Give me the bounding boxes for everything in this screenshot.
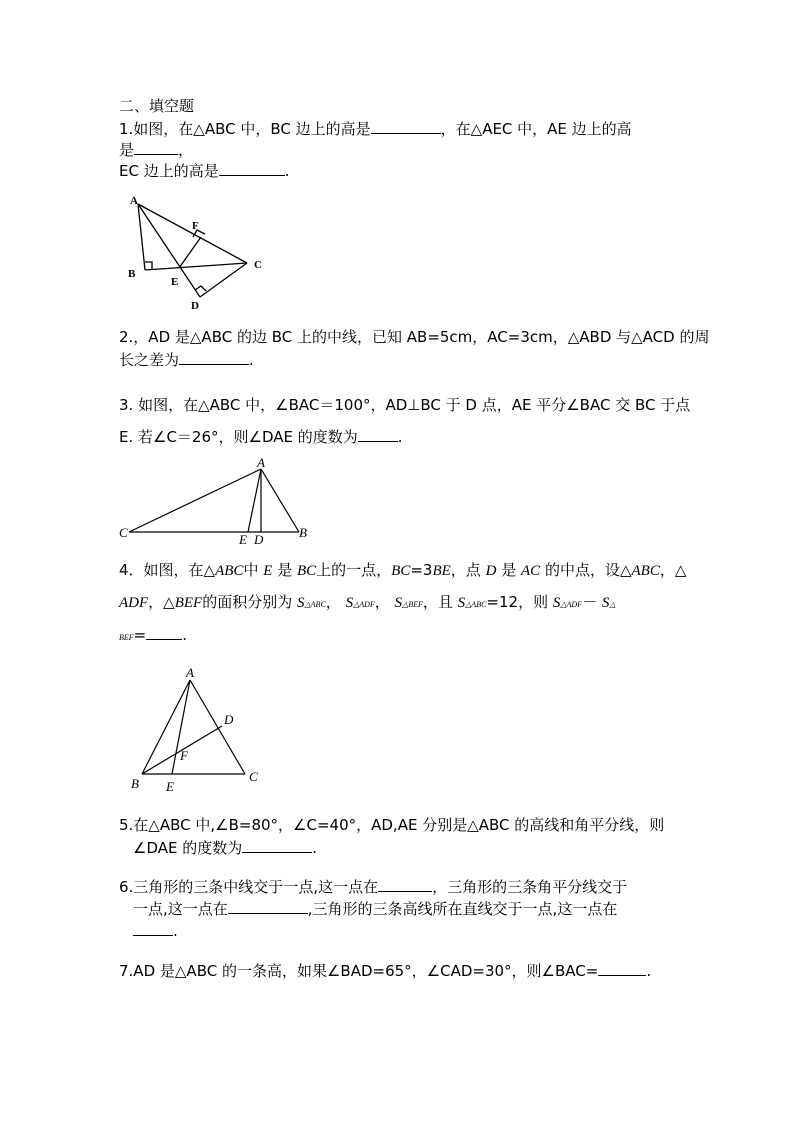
q1-figure [120,190,270,310]
q1-blank-1[interactable] [371,119,441,134]
q5-line-2 [133,838,317,857]
fig4-label-e: E [166,779,174,794]
q4-t16: ABC [631,563,660,579]
q4-line-1 [119,561,686,580]
q4-t30: △ABC [465,600,487,609]
q1-text-c: 是 [119,141,135,159]
q4-t17: ，△ [659,561,687,579]
q4-t33: △ADF [560,600,583,609]
q4-t20: BEF [174,595,203,611]
q6-blank-3[interactable] [133,921,173,936]
q4-line-2: ADF，△BEF的面积分别为 S△ABC， S△ADF， S△BEF，且 S△ABC=12，则 S△ADF－ S△ [119,593,616,611]
q6-line-2 [133,899,617,918]
q1-blank-3[interactable] [219,161,285,176]
fig3-label-b: B [299,525,307,540]
q4-t21: 的面积分别为 [202,593,293,611]
fig1-side-ac [138,204,247,263]
q4-t3: 中 [243,561,259,579]
q4-t12: D [485,563,497,579]
q3-line-2 [119,427,403,446]
q2-line-2 [119,350,254,369]
q3-line-1: 3. 如图，在△ABC 中，∠BAC＝100°，AD⊥BC 于 D 点，AE 平分∠BAC 交 BC 于点 [119,396,691,414]
q1-text-b: ，在△AEC 中，AE 边上的高 [440,120,632,138]
fig1-line-dc [200,263,247,297]
q4-t14: AC [521,563,541,579]
fig3-label-d: D [254,532,264,547]
q3-blank[interactable] [358,427,398,442]
q3-figure [115,455,315,550]
q1-text-f: . [284,162,290,180]
q4-t15: 的中点，设△ [544,561,632,579]
q4-t11: ，点 [450,561,481,579]
q6-blank-2[interactable] [228,899,308,914]
q4-t37: BEF [119,633,134,642]
q4-t6: BC [296,563,317,579]
q6-text-a: 6.三角形的三条中线交于一点,这一点在 [119,878,379,896]
q5-line-1: 5.在△ABC 中,∠B=80°，∠C=40°，AD,AE 分别是△ABC 的高线和角平分线，则 [119,816,665,834]
q4-t28: ，且 [422,593,453,611]
q1-line-2 [119,140,193,159]
q1-line-3 [119,161,290,180]
fig3-label-e: E [239,532,247,547]
q4-t24: S [345,595,354,611]
fig4-label-c: C [249,769,258,784]
fig1-right-angle-b [145,262,152,269]
q4-t27: △BEF [402,600,423,609]
q6-line-1 [119,877,627,896]
fig1-label-c: C [254,259,262,271]
q1-text-d: ， [178,141,194,159]
q1-blank-2[interactable] [134,140,178,155]
q4-t23: △ABC [304,600,326,609]
q6-blank-1[interactable] [378,877,432,892]
q4-t22: S [297,595,305,611]
fig1-label-a: A [130,195,138,207]
q2-text-a: 长之差为 [119,351,180,369]
q4-t13: 是 [501,561,517,579]
q4-t25: △ADF [353,600,375,609]
fig4-label-b: B [131,776,139,791]
q4-t26: S [394,595,403,611]
q4-t31: =12，则 [486,593,549,611]
q7-blank[interactable] [598,961,646,976]
q1-text-a: 1.如图，在△ABC 中，BC 边上的高是 [119,120,371,138]
q3-text-b: . [397,428,403,446]
q4-t34: － [582,593,598,611]
fig3-side-ac [129,469,261,532]
q4-t29: S [457,595,466,611]
q4-t10: BE [432,563,451,579]
q4-t5: 是 [277,561,293,579]
q6-text-e: . [173,922,178,940]
q2-text-b: . [249,351,254,369]
q4-line-3 [119,625,187,647]
q4-t36: △ [609,600,616,609]
q6-text-d: ,三角形的三条高线所在直线交于一点,这一点在 [307,900,618,918]
q5-text-a: ∠DAE 的度数为 [133,839,243,857]
fig1-label-e: E [171,276,179,288]
q4-t39: . [182,626,188,644]
q7-text-a: 7.AD 是△ABC 的一条高，如果∠BAD=65°，∠CAD=30°，则∠BAC= [119,962,599,980]
q1-text-e: EC 边上的高是 [119,162,219,180]
q6-text-c: 一点,这一点在 [133,900,228,918]
q4-figure [125,662,270,797]
q1-line-1 [119,119,632,138]
fig1-label-b: B [128,268,136,280]
q2-blank[interactable] [179,350,249,365]
fig1-side-bc [145,263,247,270]
fig1-label-f: F [192,220,199,232]
fig4-label-a: A [186,665,194,680]
q6-line-3 [133,921,178,940]
q4-t8: BC [391,563,411,579]
q2-line-1: 2.，AD 是△ABC 的边 BC 上的中线，已知 AB=5cm，AC=3cm，△ABD 与△ACD 的周 [119,328,710,346]
fig4-side-ac [190,680,245,774]
q4-t32: S [552,595,561,611]
q7-text-b: . [646,962,652,980]
q4-t38: = [133,626,147,644]
q3-text-a: E. 若∠C＝26°，则∠DAE 的度数为 [119,428,358,446]
q4-t4: E [263,563,273,579]
q4-t7: 上的一点， [316,561,392,579]
fig3-label-c: C [119,525,128,540]
q5-text-b: . [312,839,318,857]
fig1-line-ef [179,237,201,268]
q4-t19: ，△ [148,593,175,611]
fig1-label-d: D [191,300,199,312]
q4-t9: =3 [410,561,433,579]
fig3-line-ae [248,469,261,532]
q6-text-b: ，三角形的三条角平分线交于 [432,878,628,896]
fig4-label-d: D [224,712,234,727]
q7-line [119,961,651,980]
q4-t1: 4．如图，在△ [119,561,216,579]
q4-t18: ADF [119,595,149,611]
fig1-right-angle-d [195,286,206,291]
q4-blank[interactable] [146,625,182,640]
section-title: 二、填空题 [119,97,195,115]
q5-blank[interactable] [242,838,312,853]
fig4-label-f: F [180,748,188,763]
q4-t35: S [601,595,610,611]
q4-t2: ABC [215,563,244,579]
fig3-label-a: A [257,455,265,470]
fig3-side-ab [261,469,299,532]
